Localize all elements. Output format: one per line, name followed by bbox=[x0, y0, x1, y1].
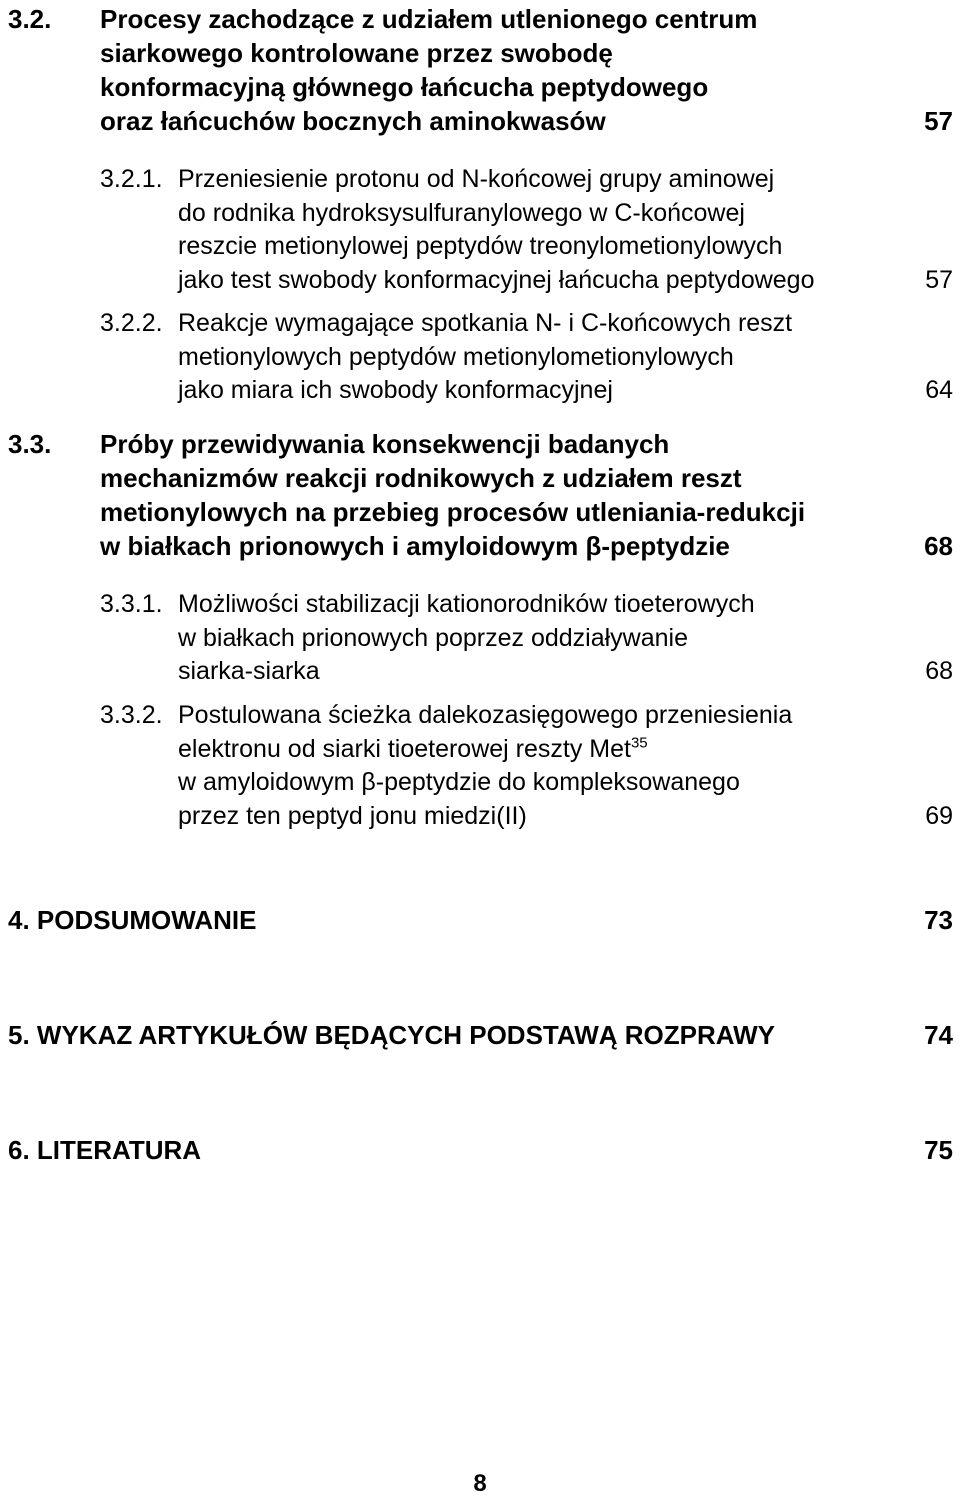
section-title: Przeniesienie protonu od N-końcowej grupy aminowej do rodnika hydroksysulfuranylowego w C-końcowej reszcie metionylowej peptydów treonylometionylowych jako test swobody konformacyjnej łańcucha peptydowego bbox=[178, 165, 815, 294]
section-title: 5. WYKAZ ARTYKUŁÓW BĘDĄCYCH PODSTAWĄ ROZPRAWY bbox=[8, 1020, 775, 1050]
section-title: Procesy zachodzące z udziałem utlenionego centrum siarkowego kontrolowane przez swobodę konformacyjną głównego łańcucha peptydowego oraz łańcuchów bocznych aminokwasów bbox=[100, 4, 758, 136]
page-number: 75 bbox=[924, 1135, 953, 1165]
page-footer-number: 8 bbox=[473, 1470, 487, 1497]
section-number: 3.3.2. bbox=[100, 701, 163, 729]
toc-entry-3-2 bbox=[8, 2, 953, 138]
toc-entry-4 bbox=[8, 903, 953, 937]
page-number: 73 bbox=[924, 905, 953, 935]
section-title: Próby przewidywania konsekwencji badanych mechanizmów reakcji rodnikowych z udziałem reszt metionylowych na przebieg procesów utleniania-redukcji w białkach prionowych i amyloidowym β-peptydzie bbox=[100, 429, 806, 561]
superscript: 35 bbox=[630, 734, 648, 752]
page-number: 64 bbox=[925, 376, 953, 404]
toc-entry-5 bbox=[8, 1018, 953, 1052]
toc-entry-6 bbox=[8, 1133, 953, 1167]
section-number: 3.2.1. bbox=[100, 165, 163, 193]
page-number: 68 bbox=[925, 657, 953, 685]
toc-entry-3-3-2 bbox=[100, 699, 953, 833]
page-number: 68 bbox=[924, 531, 953, 561]
toc-entry-3-3 bbox=[8, 427, 953, 563]
toc-entry-3-3-1 bbox=[100, 588, 953, 689]
section-number: 3.2. bbox=[8, 4, 52, 34]
section-number: 3.3. bbox=[8, 429, 52, 459]
section-title: 4. PODSUMOWANIE bbox=[8, 905, 257, 935]
page-number: 57 bbox=[924, 106, 953, 136]
section-title: Możliwości stabilizacji kationorodników tioeterowych w białkach prionowych poprzez oddziaływanie siarka-siarka bbox=[178, 590, 755, 685]
toc-entry-3-2-1 bbox=[100, 163, 953, 297]
page-number: 57 bbox=[925, 265, 953, 294]
page-number: 69 bbox=[925, 801, 953, 830]
section-title: 6. LITERATURA bbox=[8, 1135, 202, 1165]
section-title: Reakcje wymagające spotkania N- i C-końcowych reszt metionylowych peptydów metionylometionylowych jako miara ich swobody konformacyjnej bbox=[178, 309, 793, 404]
section-title: Postulowana ścieżka dalekozasięgowego przeniesienia elektronu od siarki tioeterowej reszty Met$^{35}$ w amyloidowym β-peptydzie do kompleksowanego przez ten peptyd jonu miedzi(II) bbox=[178, 701, 793, 830]
toc-entry-3-2-2 bbox=[100, 307, 953, 408]
section-number: 3.2.2. bbox=[100, 309, 163, 337]
section-number: 3.3.1. bbox=[100, 590, 163, 618]
page-number: 74 bbox=[924, 1020, 953, 1050]
